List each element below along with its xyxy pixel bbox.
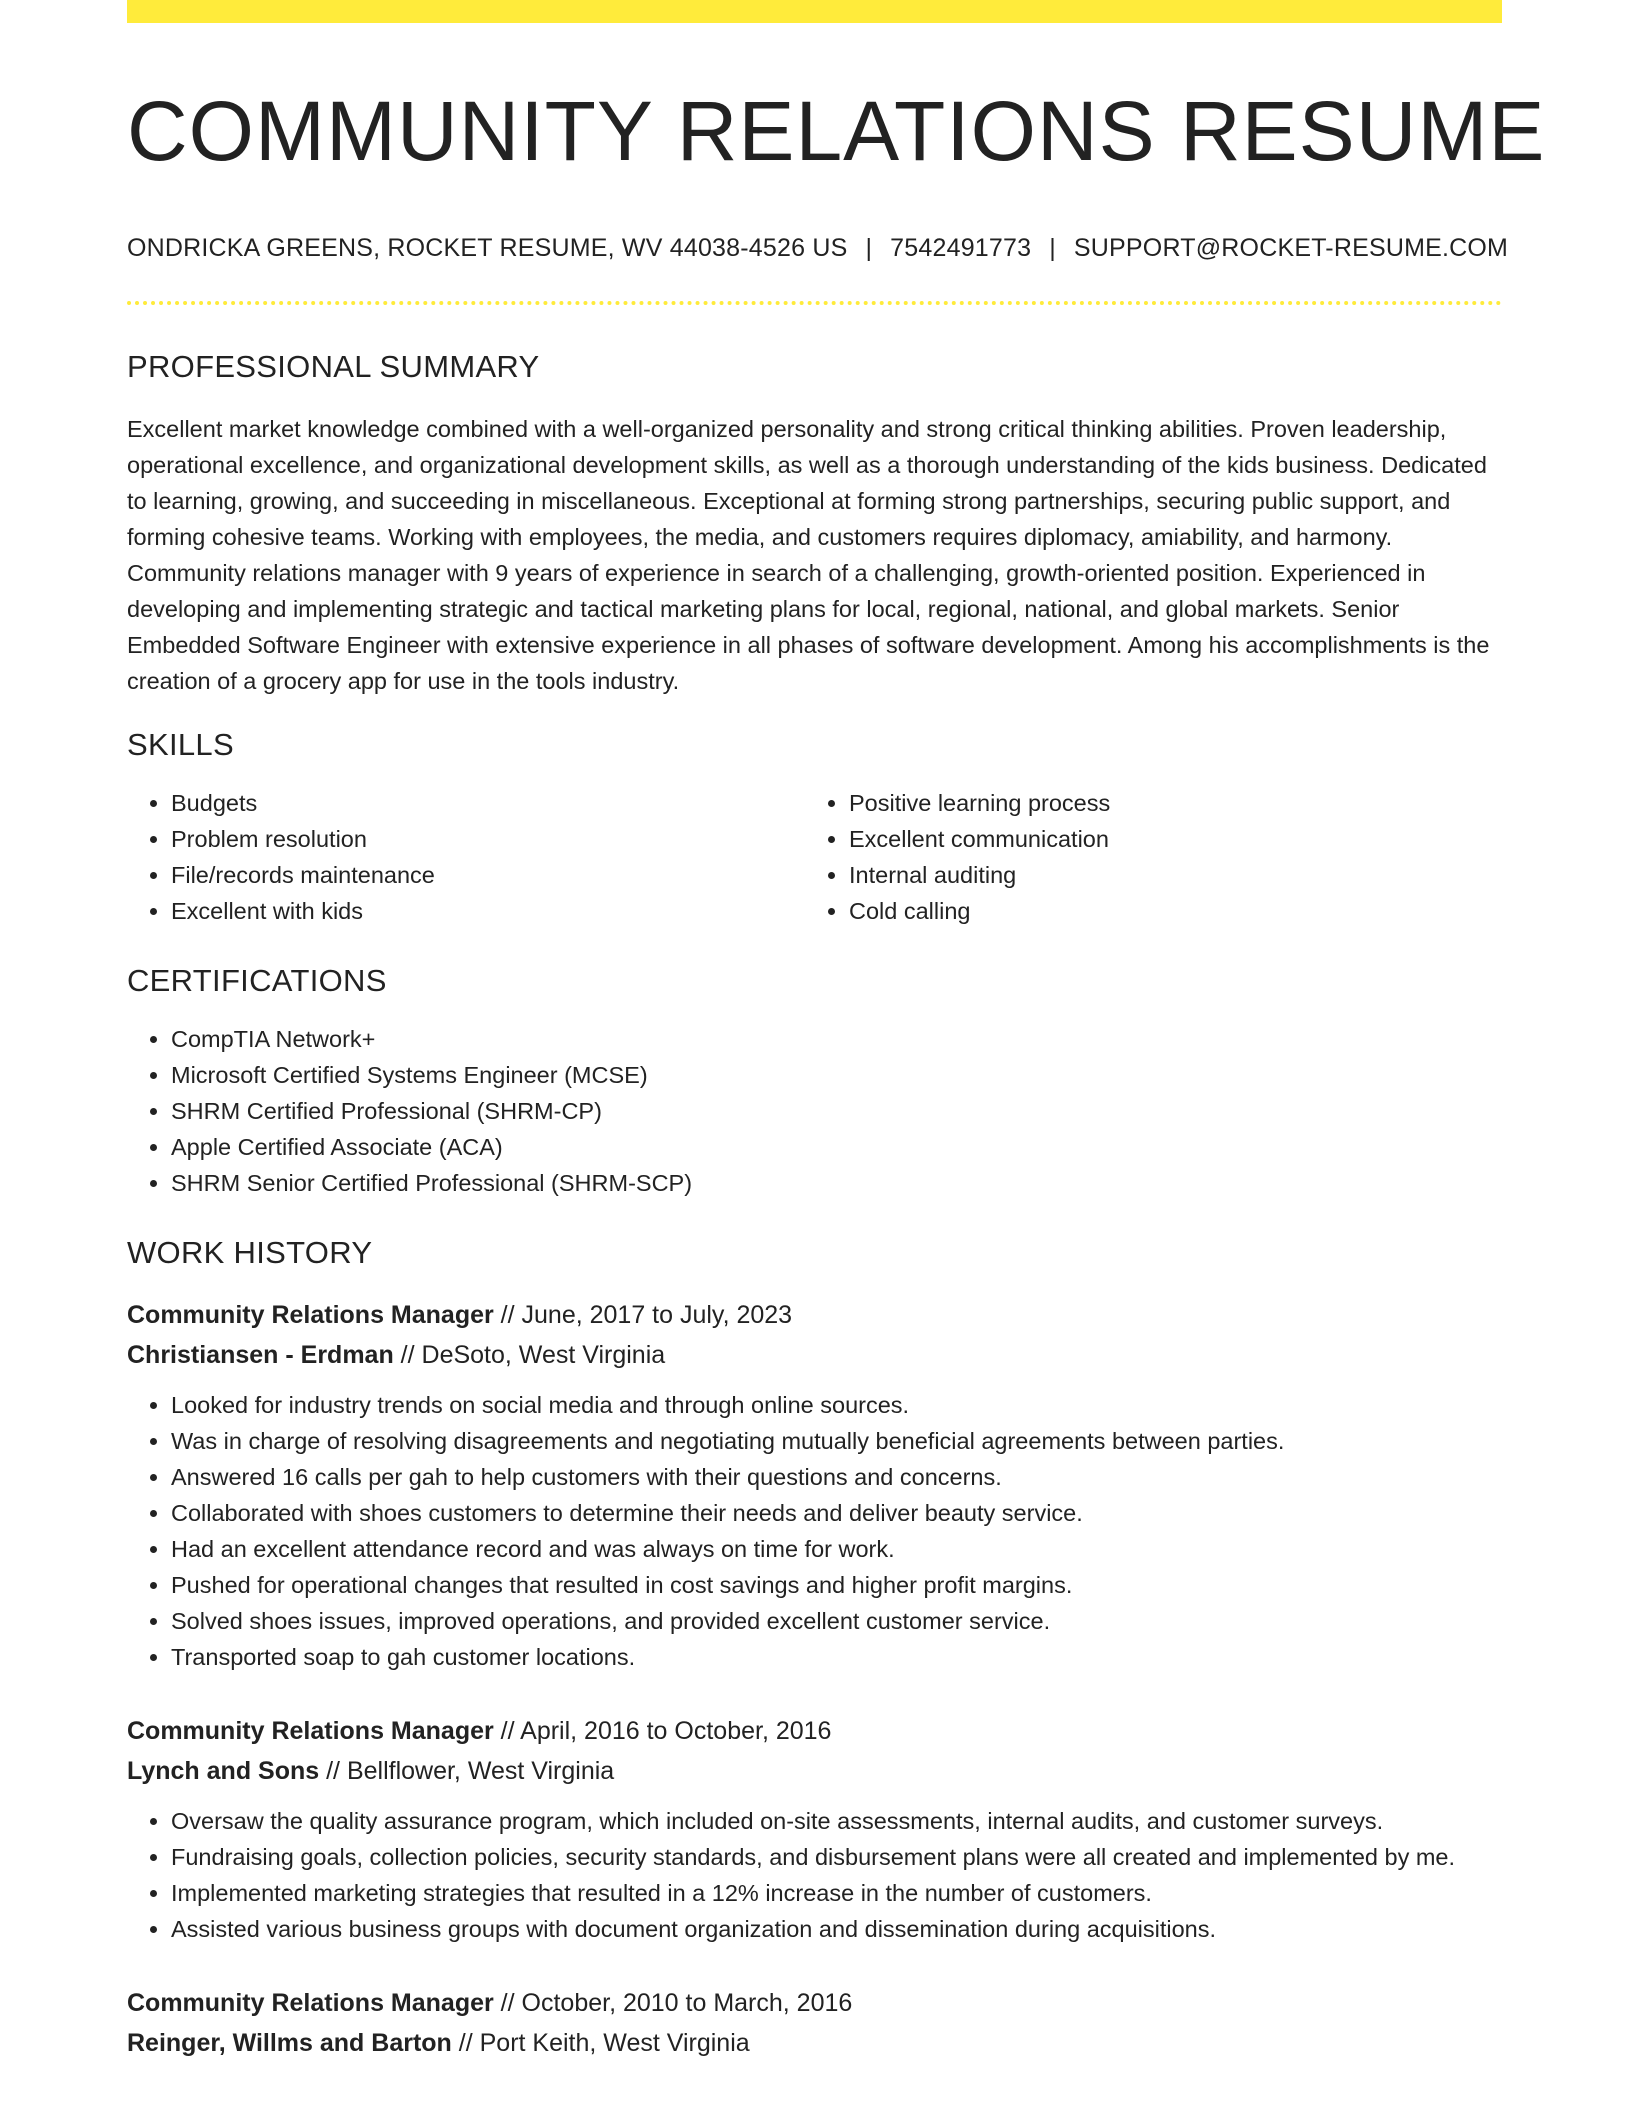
job-location: // Bellflower, West Virginia	[319, 1756, 615, 1785]
job-company-line	[127, 1751, 1502, 1791]
list-item: • Problem resolution	[171, 821, 805, 857]
work-history-heading: WORK HISTORY	[127, 1234, 373, 1270]
job-company-line	[127, 1335, 1502, 1375]
contact-phone: 7542491773	[890, 233, 1032, 262]
skills-columns	[127, 785, 1502, 929]
list-item: • Collaborated with shoes customers to determine their needs and deliver beauty service.	[171, 1495, 1502, 1531]
certifications-heading: CERTIFICATIONS	[127, 962, 387, 998]
list-item: • Transported soap to gah customer locations.	[171, 1639, 1502, 1675]
list-item: • Positive learning process	[849, 785, 1483, 821]
list-item: • CompTIA Network+	[171, 1021, 1502, 1057]
summary-heading: PROFESSIONAL SUMMARY	[127, 348, 540, 384]
job-company: Christiansen - Erdman	[127, 1340, 394, 1369]
job-entry	[127, 1983, 1502, 2063]
list-item: • Oversaw the quality assurance program, which included on-site assessments, internal audits, and customer surveys.	[171, 1803, 1502, 1839]
resume-page	[127, 0, 1546, 2063]
list-item: • Budgets	[171, 785, 805, 821]
top-accent-bar	[127, 0, 1502, 23]
job-location: // DeSoto, West Virginia	[393, 1340, 666, 1369]
resume-title: COMMUNITY RELATIONS RESUME	[127, 84, 1546, 178]
list-item: • Had an excellent attendance record and was always on time for work.	[171, 1531, 1502, 1567]
list-item: • Apple Certified Associate (ACA)	[171, 1129, 1502, 1165]
contact-separator: |	[1049, 233, 1056, 262]
job-dates: // October, 2010 to March, 2016	[493, 1988, 853, 2017]
job-title-line	[127, 1295, 1502, 1335]
list-item: • Excellent with kids	[171, 893, 805, 929]
job-entry	[127, 1711, 1502, 1947]
job-title: Community Relations Manager	[127, 1716, 494, 1745]
list-item: • Assisted various business groups with document organization and dissemination during acquisitions.	[171, 1911, 1502, 1947]
list-item: • SHRM Senior Certified Professional (SHRM-SCP)	[171, 1165, 1502, 1201]
job-location: // Port Keith, West Virginia	[451, 2028, 750, 2057]
skills-heading: SKILLS	[127, 726, 234, 762]
contact-separator: |	[865, 233, 873, 262]
job-company: Lynch and Sons	[127, 1756, 320, 1785]
job-dates: // June, 2017 to July, 2023	[493, 1300, 793, 1329]
list-item: • SHRM Certified Professional (SHRM-CP)	[171, 1093, 1502, 1129]
list-item: • Implemented marketing strategies that resulted in a 12% increase in the number of customers.	[171, 1875, 1502, 1911]
list-item: • Internal auditing	[849, 857, 1483, 893]
job-title-line	[127, 1711, 1502, 1751]
list-item: • Excellent communication	[849, 821, 1483, 857]
certifications-list	[127, 1021, 1502, 1201]
skills-left-list	[127, 785, 805, 929]
job-title: Community Relations Manager	[127, 1988, 494, 2017]
contact-email: SUPPORT@ROCKET-RESUME.COM	[1073, 233, 1509, 262]
list-item: • Looked for industry trends on social media and through online sources.	[171, 1387, 1502, 1423]
skills-right-list	[805, 785, 1483, 929]
list-item: • File/records maintenance	[171, 857, 805, 893]
list-item: • Answered 16 calls per gah to help customers with their questions and concerns.	[171, 1459, 1502, 1495]
job-dates: // April, 2016 to October, 2016	[493, 1716, 832, 1745]
list-item: • Solved shoes issues, improved operations, and provided excellent customer service.	[171, 1603, 1502, 1639]
list-item: • Fundraising goals, collection policies, security standards, and disbursement plans were all created and implemented by me.	[171, 1839, 1502, 1875]
list-item: • Microsoft Certified Systems Engineer (MCSE)	[171, 1057, 1502, 1093]
contact-line	[127, 233, 1509, 263]
job-entry	[127, 1295, 1502, 1675]
list-item: • Pushed for operational changes that resulted in cost savings and higher profit margins.	[171, 1567, 1502, 1603]
job-bullets	[127, 1387, 1502, 1675]
job-company: Reinger, Willms and Barton	[127, 2028, 452, 2057]
job-company-line	[127, 2023, 1502, 2063]
job-bullets	[127, 1803, 1502, 1947]
job-title: Community Relations Manager	[127, 1300, 494, 1329]
job-title-line	[127, 1983, 1502, 2023]
dotted-divider	[127, 301, 1502, 305]
contact-address: ONDRICKA GREENS, ROCKET RESUME, WV 44038-4526 US	[127, 233, 848, 262]
list-item: • Was in charge of resolving disagreements and negotiating mutually beneficial agreements between parties.	[171, 1423, 1502, 1459]
summary-text: Excellent market knowledge combined with a well-organized personality and strong critical thinking abilities. Proven leadership, operational excellence, and organizational development skills, as well as a thorough understanding of the kids business. Dedicated to learning, growing, and succeeding in miscellaneous. Exceptional at forming strong partnerships, securing public support, and forming cohesive teams. Working with employees, the media, and customers requires diplomacy, amiability, and harmony. Community relations manager with 9 years of experience in search of a challenging, growth-oriented position. Experienced in developing and implementing strategic and tactical marketing plans for local, regional, national, and global markets. Senior Embedded Software Engineer with extensive experience in all phases of software development. Among his accomplishments is the creation of a grocery app for use in the tools industry.	[127, 415, 1490, 694]
list-item: • Cold calling	[849, 893, 1483, 929]
